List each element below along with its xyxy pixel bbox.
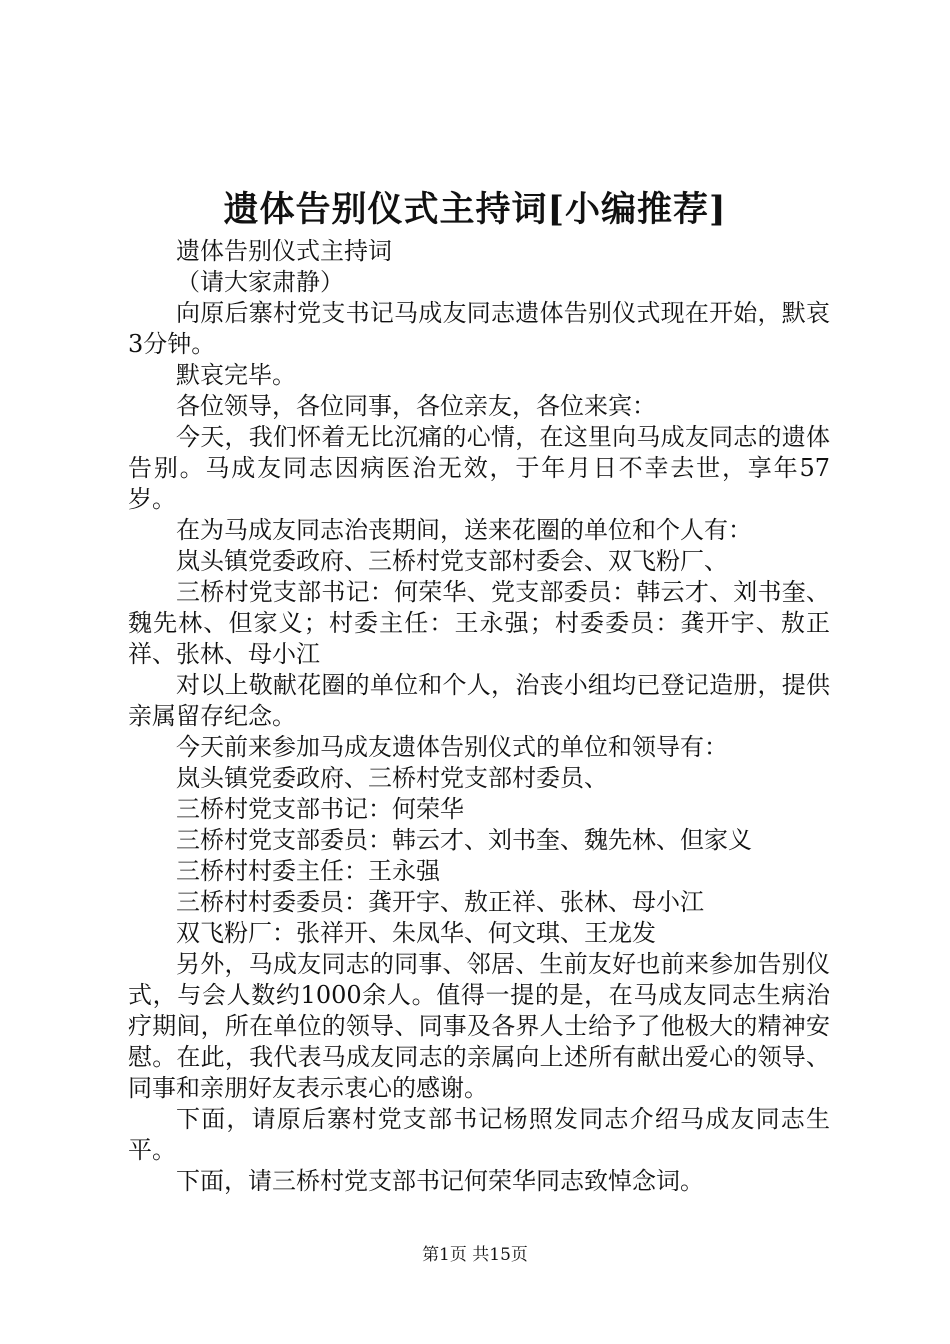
paragraph: 今天前来参加马成友遗体告别仪式的单位和领导有： <box>176 733 728 761</box>
document-body <box>128 236 830 1197</box>
paragraph: 今天，我们怀着无比沉痛的心情，在这里向马成友同志的遗体告别。马成友同志因病医治无效，于年月日不幸去世，享年57岁。 <box>128 423 830 513</box>
paragraph: 下面，请三桥村党支部书记何荣华同志致悼念词。 <box>176 1167 704 1195</box>
paragraph: （请大家肃静） <box>176 268 344 296</box>
paragraph: 三桥村党支部委员：韩云才、刘书奎、魏先林、但家义 <box>176 826 752 854</box>
document-title: 遗体告别仪式主持词[小编推荐] <box>223 189 727 230</box>
paragraph: 遗体告别仪式主持词 <box>176 237 392 265</box>
paragraph: 各位领导，各位同事，各位亲友，各位来宾： <box>176 392 656 420</box>
paragraph: 默哀完毕。 <box>176 361 296 389</box>
paragraph: 下面，请原后寨村党支部书记杨照发同志介绍马成友同志生平。 <box>128 1105 830 1164</box>
paragraph: 岚头镇党委政府、三桥村党支部村委员、 <box>176 764 608 792</box>
paragraph: 三桥村村委委员：龚开宇、敖正祥、张林、母小江 <box>176 888 704 916</box>
paragraph: 双飞粉厂：张祥开、朱凤华、何文琪、王龙发 <box>176 919 656 947</box>
paragraph: 三桥村党支部书记：何荣华、党支部委员：韩云才、刘书奎、魏先林、但家义；村委主任：王永强；村委委员：龚开宇、敖正祥、张林、母小江 <box>128 578 830 668</box>
paragraph: 另外，马成友同志的同事、邻居、生前友好也前来参加告别仪式，与会人数约1000余人。值得一提的是，在马成友同志生病治疗期间，所在单位的领导、同事及各界人士给予了他极大的精神安慰。在此，我代表马成友同志的亲属向上述所有献出爱心的领导、同事和亲朋好友表示衷心的感谢。 <box>128 950 830 1102</box>
paragraph: 岚头镇党委政府、三桥村党支部村委会、双飞粉厂、 <box>176 547 728 575</box>
page-footer <box>0 1244 950 1266</box>
paragraph: 对以上敬献花圈的单位和个人，治丧小组均已登记造册，提供亲属留存纪念。 <box>128 671 830 730</box>
paragraph: 在为马成友同志治丧期间，送来花圈的单位和个人有： <box>176 516 752 544</box>
paragraph: 向原后寨村党支书记马成友同志遗体告别仪式现在开始，默哀3分钟。 <box>128 299 830 358</box>
page-indicator: 第1页 共15页 <box>422 1245 528 1265</box>
paragraph: 三桥村村委主任：王永强 <box>176 857 440 885</box>
paragraph: 三桥村党支部书记：何荣华 <box>176 795 464 823</box>
